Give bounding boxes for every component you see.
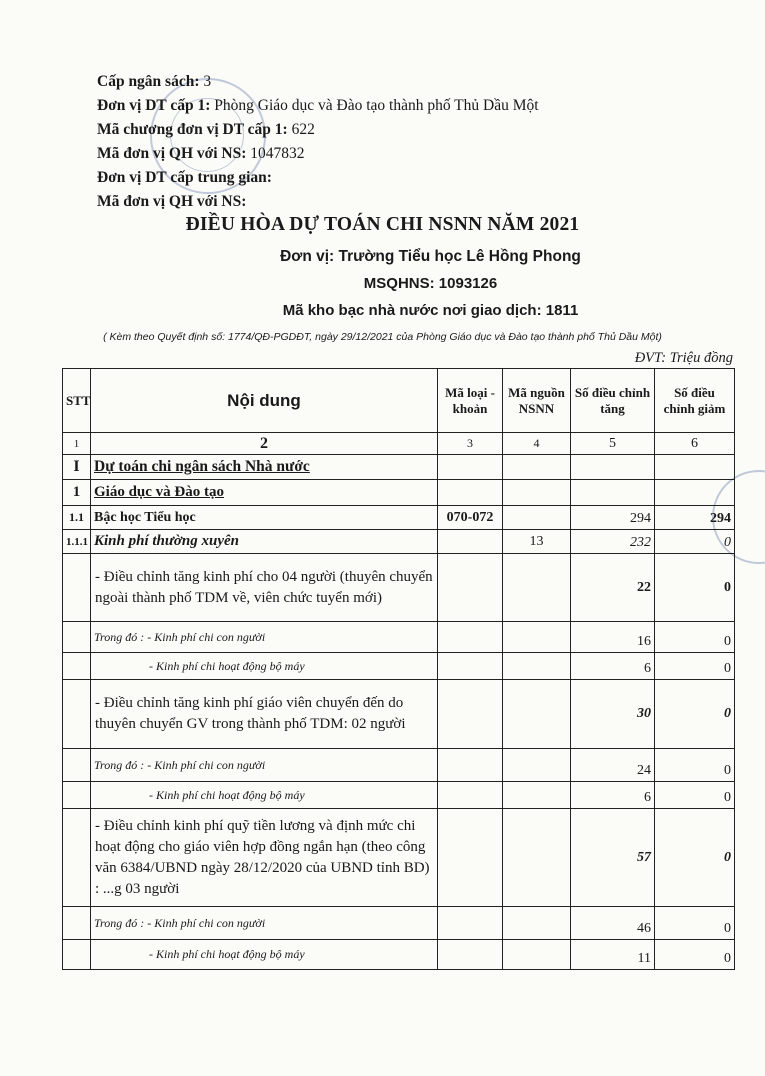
decrease-cell: 0 [655, 809, 735, 907]
index-cell: 1 [63, 433, 91, 455]
source-cell [503, 907, 571, 940]
col-header-source: Mã nguồn NSNN [503, 369, 571, 433]
header-line-budget-level: Cấp ngân sách: 3 [97, 73, 212, 90]
content-cell: Trong đó : - Kinh phí chi con người [91, 749, 438, 782]
decision-note: ( Kèm theo Quyết định số: 1774/QĐ-PGDĐT, ngày 29/12/2021 của Phòng Giáo dục và Đào tạo thành phố Thủ Dầu Một) [103, 331, 662, 343]
code-cell [438, 907, 503, 940]
content-cell: Giáo dục và Đào tạo [91, 480, 438, 506]
col-header-code: Mã loại - khoản [438, 369, 503, 433]
source-cell [503, 940, 571, 970]
msqhns-code: MSQHNS: 1093126 [363, 275, 498, 292]
content-cell: Trong đó : - Kinh phí chi con người [91, 622, 438, 653]
treasury-code: Mã kho bạc nhà nước nơi giao dịch: 1811 [282, 302, 579, 319]
table-row [63, 506, 735, 530]
code-cell [438, 554, 503, 622]
decrease-cell: 0 [655, 782, 735, 809]
stt-cell [63, 809, 91, 907]
content-cell: - Kinh phí chi hoạt động bộ máy [91, 653, 438, 680]
decrease-cell: 294 [655, 506, 735, 530]
content-cell: Dự toán chi ngân sách Nhà nước [91, 455, 438, 480]
unit-name: Đơn vị: Trường Tiểu học Lê Hồng Phong [280, 248, 581, 265]
code-cell [438, 653, 503, 680]
source-cell [503, 506, 571, 530]
stt-cell [63, 622, 91, 653]
source-cell: 13 [503, 530, 571, 554]
header-line-intermediate-code: Mã đơn vị QH với NS: [97, 193, 247, 210]
increase-cell [571, 480, 655, 506]
increase-cell: 22 [571, 554, 655, 622]
source-cell [503, 653, 571, 680]
source-cell [503, 749, 571, 782]
table-row [63, 940, 735, 970]
index-cell: 4 [503, 433, 571, 455]
table-row [63, 809, 735, 907]
table-row [63, 455, 735, 480]
increase-cell: 6 [571, 653, 655, 680]
table-row [63, 749, 735, 782]
decrease-cell: 0 [655, 680, 735, 749]
document-title: ĐIỀU HÒA DỰ TOÁN CHI NSNN NĂM 2021 [185, 214, 580, 235]
table-row [63, 480, 735, 506]
code-cell [438, 749, 503, 782]
code-cell [438, 480, 503, 506]
table-row [63, 907, 735, 940]
content-cell: Bậc học Tiểu học [91, 506, 438, 530]
code-cell [438, 455, 503, 480]
code-cell [438, 809, 503, 907]
document-header [97, 70, 539, 214]
table-row [63, 653, 735, 680]
stt-cell: 1.1 [63, 506, 91, 530]
increase-cell: 30 [571, 680, 655, 749]
stt-cell: I [63, 455, 91, 480]
currency-unit: ĐVT: Triệu đồng [634, 350, 733, 366]
decrease-cell: 0 [655, 907, 735, 940]
content-cell: Kinh phí thường xuyên [91, 530, 438, 554]
col-header-stt: STT [63, 369, 91, 433]
stt-cell [63, 907, 91, 940]
content-cell: Trong đó : - Kinh phí chi con người [91, 907, 438, 940]
header-line-unit-code: Mã đơn vị QH với NS: 1047832 [97, 145, 305, 162]
content-cell: - Điều chỉnh tăng kinh phí cho 04 người (thuyên chuyển ngoài thành phố TDM về, viên chức tuyển mới) [91, 554, 438, 622]
decrease-cell: 0 [655, 940, 735, 970]
source-cell [503, 455, 571, 480]
table-row [63, 554, 735, 622]
index-cell: 6 [655, 433, 735, 455]
stt-cell: 1 [63, 480, 91, 506]
table-row [63, 622, 735, 653]
content-cell: - Kinh phí chi hoạt động bộ máy [91, 782, 438, 809]
stt-cell [63, 782, 91, 809]
source-cell [503, 622, 571, 653]
source-cell [503, 554, 571, 622]
increase-cell: 57 [571, 809, 655, 907]
increase-cell: 24 [571, 749, 655, 782]
code-cell: 070-072 [438, 506, 503, 530]
col-header-content: Nội dung [91, 369, 438, 433]
content-cell: - Điều chỉnh tăng kinh phí giáo viên chuyển đến do thuyên chuyển GV trong thành phố TDM: 02 người [91, 680, 438, 749]
stt-cell: 1.1.1 [63, 530, 91, 554]
increase-cell [571, 455, 655, 480]
table-header-row [63, 369, 735, 433]
increase-cell: 11 [571, 940, 655, 970]
table-index-row [63, 433, 735, 455]
decrease-cell: 0 [655, 530, 735, 554]
content-cell: - Điều chỉnh kinh phí quỹ tiền lương và định mức chi hoạt động cho giáo viên hợp đồng ngắn hạn (theo công văn 6384/UBND ngày 28/12/2020 của UBND tỉnh BD) : ...g 03 người [91, 809, 438, 907]
code-cell [438, 680, 503, 749]
index-cell: 5 [571, 433, 655, 455]
header-line-unit-level1: Đơn vị DT cấp 1: Phòng Giáo dục và Đào tạo thành phố Thủ Dầu Một [97, 97, 539, 114]
source-cell [503, 480, 571, 506]
code-cell [438, 622, 503, 653]
increase-cell: 16 [571, 622, 655, 653]
decrease-cell: 0 [655, 622, 735, 653]
index-cell: 2 [91, 433, 438, 455]
col-header-increase: Số điều chỉnh tăng [571, 369, 655, 433]
decrease-cell [655, 480, 735, 506]
stt-cell [63, 554, 91, 622]
code-cell [438, 940, 503, 970]
source-cell [503, 680, 571, 749]
budget-table [62, 368, 735, 970]
header-line-chapter-code: Mã chương đơn vị DT cấp 1: 622 [97, 121, 315, 138]
header-line-intermediate-unit: Đơn vị DT cấp trung gian: [97, 169, 272, 186]
decrease-cell [655, 455, 735, 480]
index-cell: 3 [438, 433, 503, 455]
source-cell [503, 809, 571, 907]
code-cell [438, 782, 503, 809]
stt-cell [63, 749, 91, 782]
decrease-cell: 0 [655, 749, 735, 782]
col-header-decrease: Số điều chỉnh giảm [655, 369, 735, 433]
stt-cell [63, 940, 91, 970]
stt-cell [63, 653, 91, 680]
table-row [63, 680, 735, 749]
code-cell [438, 530, 503, 554]
stt-cell [63, 680, 91, 749]
increase-cell: 232 [571, 530, 655, 554]
decrease-cell: 0 [655, 653, 735, 680]
content-cell: - Kinh phí chi hoạt động bộ máy [91, 940, 438, 970]
decrease-cell: 0 [655, 554, 735, 622]
increase-cell: 294 [571, 506, 655, 530]
table-row [63, 530, 735, 554]
increase-cell: 6 [571, 782, 655, 809]
source-cell [503, 782, 571, 809]
increase-cell: 46 [571, 907, 655, 940]
table-row [63, 782, 735, 809]
